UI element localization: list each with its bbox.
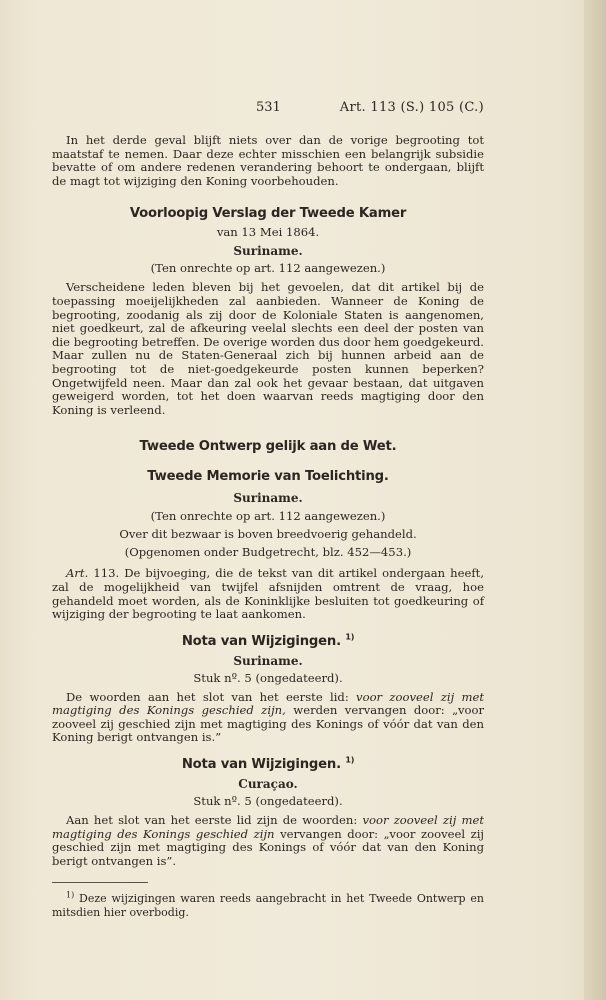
heading-nota-wijzigingen-1 — [52, 634, 484, 649]
text-column — [52, 100, 484, 920]
page-number: 531 — [256, 100, 281, 115]
subheading-suriname-2: Suriname. — [233, 491, 303, 506]
nota-1-text-b: werden vervangen door: „voor zooveel zij geschied zijn met magtiging des Konings of vóór dat van den Koning berigt ontvangen is.” — [52, 703, 485, 745]
subheading-suriname-3: Suriname. — [233, 653, 303, 668]
nota-2-text-b: vervangen door: „voor zooveel zij geschied zijn met magtiging des Konings of vóór dat van den Koning berigt ontvangen is”. — [52, 826, 484, 868]
running-header — [52, 100, 484, 118]
footnote-number: 1) — [66, 890, 75, 900]
paragraph-intro: In het derde geval blijft niets over dan de vorige begrooting tot maatstaf te nemen. Daar deze echter misschien een belangrijk subsidie bevatte of om andere redenen verandering behoort te ondergaan, blijft de magt tot wijziging den Koning voorbehouden. — [52, 133, 484, 188]
page-edge — [584, 0, 606, 1000]
subheading-curacao: Curaçao. — [238, 777, 298, 792]
footnote — [52, 892, 484, 919]
nota-title-1: Nota van Wijzigingen. — [181, 633, 341, 649]
nota-1-quote: voor zooveel zij met magtiging des Konings geschied zijn, — [52, 689, 484, 718]
footnote-mark-2: 1) — [345, 755, 355, 765]
subheading-suriname: Suriname. — [233, 244, 303, 259]
paragraph-art-113 — [52, 567, 484, 621]
note-line: (Ten onrechte op art. 112 aangewezen.) — [150, 261, 386, 276]
nota-title-2: Nota van Wijzigingen. — [181, 757, 341, 773]
line-opgenomen: (Opgenomen onder Budgetrecht, blz. 452—453.) — [124, 545, 412, 560]
footnote-mark-1: 1) — [345, 632, 355, 642]
paragraph-nota-suriname — [52, 691, 484, 745]
stuk-line-2: Stuk nº. 5 (ongedateerd). — [193, 794, 343, 809]
date-line: van 13 Mei 1864. — [216, 225, 320, 240]
paragraph-nota-curacao — [52, 814, 484, 868]
stuk-line-1: Stuk nº. 5 (ongedateerd). — [193, 670, 343, 685]
note-line-2: (Ten onrechte op art. 112 aangewezen.) — [150, 509, 386, 524]
art-label: Art. — [66, 566, 89, 581]
art-113-text: 113. De bijvoeging, die de tekst van dit artikel ondergaan heeft, zal de mogelijkheid van twijfel afsnijden omtrent de vraag, hoe gehandeld moet worden, als de Koninklijke besluiten tot goedkeuring of wijziging der begrooting te laat aankomen. — [52, 566, 485, 622]
footnote-text: Deze wijzigingen waren reeds aangebracht in het Tweede Ontwerp en mitsdien hier overbodig. — [52, 892, 484, 920]
nota-2-quote: voor zooveel zij met magtiging des Konings geschied zijn — [52, 813, 484, 841]
paragraph-verslag: Verscheidene leden bleven bij het gevoelen, dat dit artikel bij de toepassing moeijelijkheden zal aanbieden. Wanneer de Koning de begrooting, zoodanig als zij door de Koloniale Staten is aangenomen, niet goedkeurt, zal de afkeuring veelal slechts een deel der posten van die begrooting betreffen. De overige worden dus door hem goedgekeurd. Maar zullen nu de Staten-Generaal zich bij hunnen arbeid aan de begrooting tot de niet-goedgekeurde posten kunnen beperken? Ongetwijfeld neen. Maar dan zal ook het gevaar bestaan, dat uitgaven geweigerd worden, tot het doen waarvan reeds magtiging door den Koning is verleend. — [52, 280, 484, 417]
nota-2-text-a: Aan het slot van het eerste lid zijn de woorden: — [66, 813, 358, 828]
heading-tweede-ontwerp: Tweede Ontwerp gelijk aan de Wet. — [139, 439, 397, 455]
heading-voorloopig-verslag: Voorloopig Verslag der Tweede Kamer — [129, 206, 407, 222]
line-bezwaar: Over dit bezwaar is boven breedvoerig gehandeld. — [119, 527, 417, 542]
heading-tweede-memorie: Tweede Memorie van Toelichting. — [147, 469, 389, 485]
nota-1-text-a: De woorden aan het slot van het eerste lid: — [66, 689, 349, 704]
footnote-rule — [52, 882, 148, 883]
article-reference: Art. 113 (S.) 105 (C.) — [339, 100, 484, 115]
heading-nota-wijzigingen-2 — [52, 757, 484, 772]
